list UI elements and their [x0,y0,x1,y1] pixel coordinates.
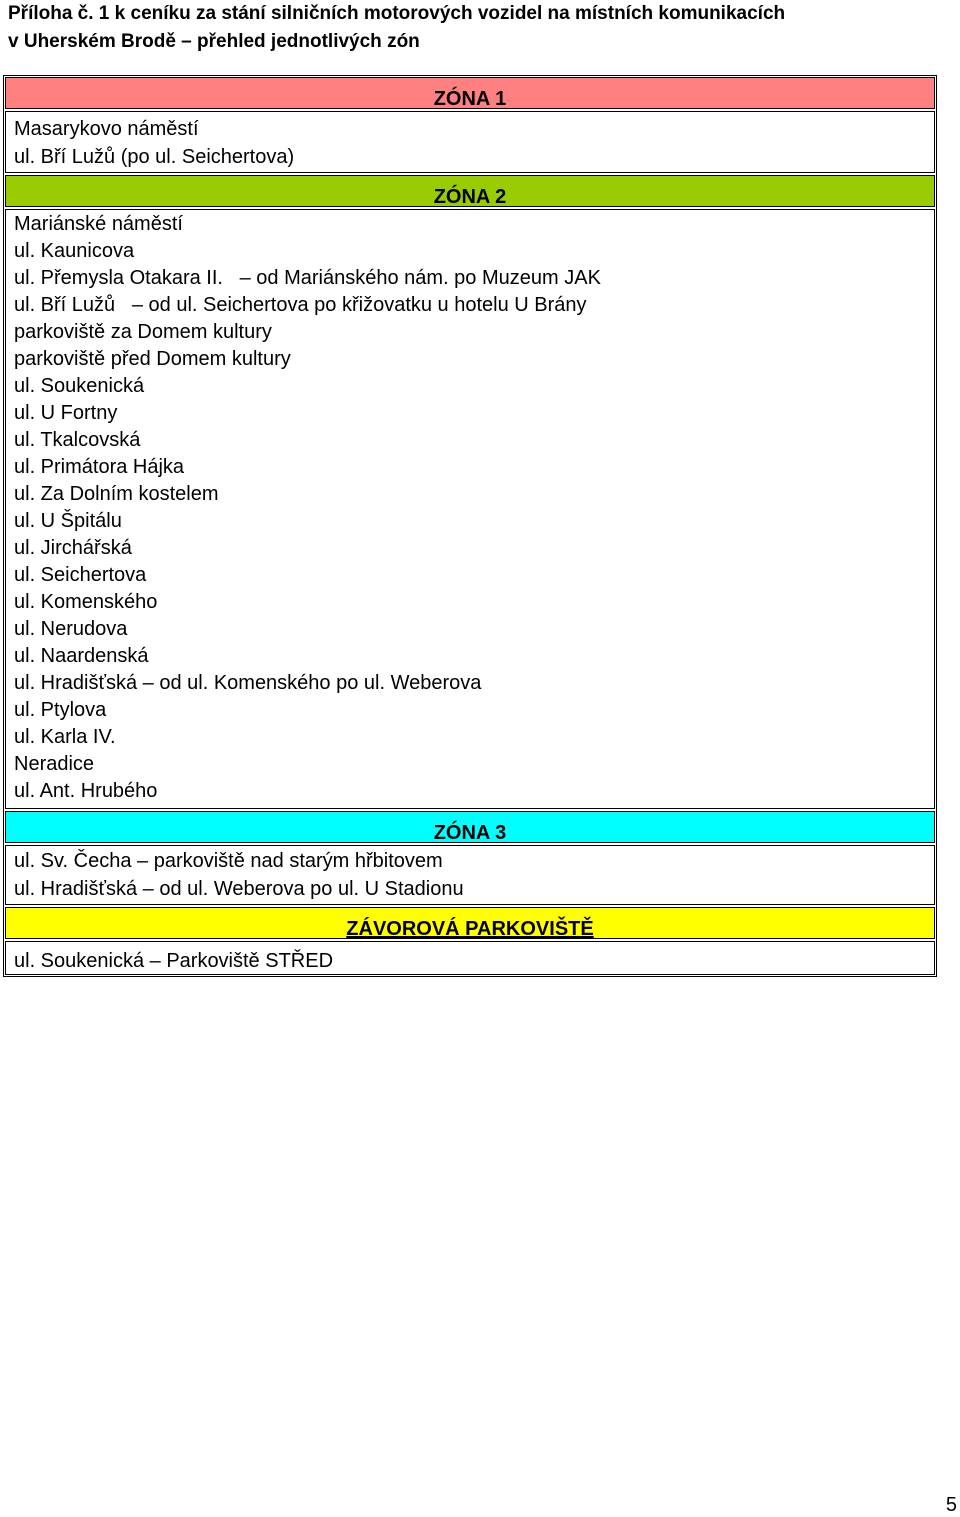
zone-3-list [5,845,935,905]
list-item: Neradice [14,753,95,775]
list-item: ul. Soukenická [14,375,145,397]
list-item: ul. Nerudova [14,618,128,640]
list-item: ul. Kaunicova [14,240,135,262]
list-item: Masarykovo náměstí [14,118,199,140]
list-item: ul. Ant. Hrubého [14,780,158,802]
list-item: ul. Seichertova [14,564,147,586]
list-item: ul. Primátora Hájka [14,456,185,478]
zone-3-title: ZÓNA 3 [433,822,507,844]
zone-2-header [5,175,935,207]
document-title-line-2: v Uherském Brodě – přehled jednotlivých zón [8,31,420,52]
list-item: ul. Karla IV. [14,726,116,748]
list-item: ul. Tkalcovská [14,429,141,451]
zone-2-list [5,209,935,809]
list-item: ul. Hradišťská – od ul. Weberova po ul. U Stadionu [14,878,464,900]
list-item: ul. Bří Lužů (po ul. Seichertova) [14,146,295,168]
list-item: parkoviště za Domem kultury [14,321,272,343]
list-item: ul. Hradišťská – od ul. Komenského po ul. Weberova [14,672,482,694]
list-item: ul. Sv. Čecha – parkoviště nad starým hřbitovem [14,850,443,872]
list-item: ul. U Špitálu [14,510,122,532]
barrier-parking-header [5,907,935,939]
list-item: ul. Soukenická – Parkoviště STŘED [14,950,334,972]
list-item: Mariánské náměstí [14,213,183,235]
list-item: ul. Bří Lužů – od ul. Seichertova po křižovatku u hotelu U Brány [14,294,587,316]
list-item: ul. Ptylova [14,699,107,721]
list-item: ul. U Fortny [14,402,118,424]
zone-3-header [5,811,935,843]
list-item: ul. Jirchářská [14,537,132,559]
list-item: ul. Přemysla Otakara II. – od Mariánského nám. po Muzeum JAK [14,267,601,289]
zone-1-title: ZÓNA 1 [433,88,507,110]
list-item: ul. Za Dolním kostelem [14,483,219,505]
document-title [8,0,948,56]
list-item: ul. Komenského [14,591,158,613]
zone-2-title: ZÓNA 2 [433,186,507,208]
page-number: 5 [945,1494,957,1516]
zone-1-list [5,111,935,173]
list-item: parkoviště před Domem kultury [14,348,291,370]
zone-1-header [5,77,935,109]
zones-table [3,75,937,977]
document-title-line-1: Příloha č. 1 k ceníku za stání silničních motorových vozidel na místních komunikacích [8,3,786,24]
list-item: ul. Naardenská [14,645,149,667]
barrier-parking-title: ZÁVOROVÁ PARKOVIŠTĚ [346,918,594,940]
